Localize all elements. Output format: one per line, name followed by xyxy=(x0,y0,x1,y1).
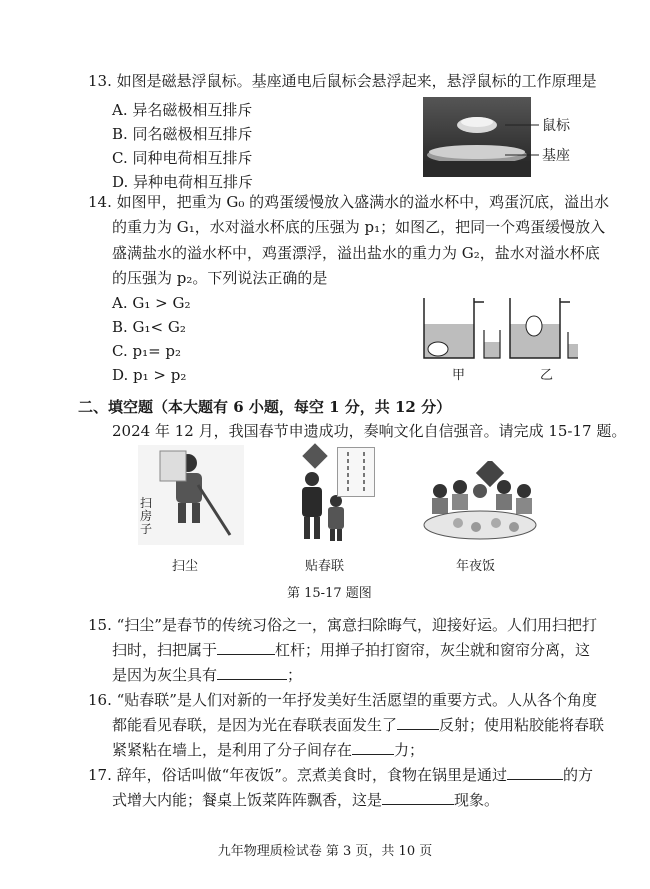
q13-option-d: D. 异种电荷相互排斥 xyxy=(112,173,254,191)
label-mouse: 鼠标 xyxy=(542,118,570,134)
q17-line1 xyxy=(88,762,593,788)
label-jia: 甲 xyxy=(452,368,466,383)
q16-blank-2[interactable] xyxy=(352,738,394,755)
caption-sweep: 扫尘 xyxy=(172,559,199,574)
q15-blank-1[interactable] xyxy=(217,638,275,655)
caption-couplet: 贴春联 xyxy=(305,559,345,574)
q16-line2-a: 都能看见春联，是因为光在春联表面发生了 xyxy=(112,716,398,734)
q13-stem: 13. 如图是磁悬浮鼠标。基座通电后鼠标会悬浮起来，悬浮鼠标的工作原理是 xyxy=(88,72,597,90)
q15-blank-2[interactable] xyxy=(217,663,287,680)
overflow-cup-diagram xyxy=(418,294,578,364)
q15-line2-b: 杠杆；用掸子拍打窗帘，灰尘就和窗帘分离，这 xyxy=(275,641,591,659)
reunion-dinner-illustration xyxy=(418,461,540,541)
q13-option-c: C. 同种电荷相互排斥 xyxy=(112,149,253,167)
q15-line3 xyxy=(112,662,302,688)
label-yi: 乙 xyxy=(540,368,554,383)
q15-line3-a: 是因为灰尘具有 xyxy=(112,666,218,684)
q14-option-b: B. G₁< G₂ xyxy=(112,318,186,336)
sweep-image-text: 扫房子 xyxy=(140,496,153,536)
q16-line2 xyxy=(112,712,604,738)
q17-line2-b: 现象。 xyxy=(454,791,500,809)
q14-line4: 的压强为 p₂。下列说法正确的是 xyxy=(112,269,328,287)
q16-line3-a: 紧紧粘在墙上，是利用了分子间存在 xyxy=(112,741,353,759)
q16-line1: 16. “贴春联”是人们对新的一年抒发美好生活愿望的重要方式。人从各个角度 xyxy=(88,691,597,709)
q16-line2-b: 反射；使用粘胶能将春联 xyxy=(439,716,605,734)
q17-line1-a: 17. 辞年，俗话叫做“年夜饭”。烹煮美食时，食物在锅里是通过 xyxy=(88,766,507,784)
q14-option-a: A. G₁ > G₂ xyxy=(112,294,191,312)
q16-line3-b: 力； xyxy=(394,741,425,759)
caption-dinner: 年夜饭 xyxy=(456,559,496,574)
q15-line1: 15. “扫尘”是春节的传统习俗之一，寓意扫除晦气，迎接好运。人们用扫把打 xyxy=(88,616,597,634)
label-lines xyxy=(505,115,545,165)
q14-line1: 14. 如图甲，把重为 G₀ 的鸡蛋缓慢放入盛满水的溢水杯中，鸡蛋沉底，溢出水 xyxy=(88,193,610,211)
section2-title: 二、填空题（本大题有 6 小题，每空 1 分，共 12 分） xyxy=(78,398,452,416)
q17-line2-a: 式增大内能；餐桌上饭菜阵阵飘香，这是 xyxy=(112,791,383,809)
label-base: 基座 xyxy=(542,148,570,164)
q14-option-d: D. p₁ > p₂ xyxy=(112,366,187,384)
q15-line2 xyxy=(112,637,590,663)
q14-line3: 盛满盐水的溢水杯中，鸡蛋漂浮，溢出盐水的重力为 G₂，盐水对溢水杯底 xyxy=(112,244,600,262)
q16-line3 xyxy=(112,737,424,763)
q15-line2-a: 扫时，扫把属于 xyxy=(112,641,218,659)
q13-option-b: B. 同名磁极相互排斥 xyxy=(112,125,253,143)
section2-intro: 2024 年 12 月，我国春节申遗成功，奏响文化自信强音。请完成 15-17 题。 xyxy=(112,422,627,440)
sweeping-illustration xyxy=(138,445,244,545)
q17-blank-1[interactable] xyxy=(507,763,563,780)
q17-line2 xyxy=(112,787,499,813)
figure-caption: 第 15-17 题图 xyxy=(287,586,372,601)
couplet-scroll xyxy=(337,447,375,497)
q16-blank-1[interactable] xyxy=(397,713,439,730)
q15-line3-b: ； xyxy=(287,666,303,684)
q14-option-c: C. p₁= p₂ xyxy=(112,342,182,360)
page-footer: 九年物理质检试卷 第 3 页，共 10 页 xyxy=(217,844,433,859)
q17-blank-2[interactable] xyxy=(382,788,454,805)
q14-line2: 的重力为 G₁，水对溢水杯底的压强为 p₁；如图乙，把同一个鸡蛋缓慢放入 xyxy=(112,218,606,236)
q13-option-a: A. 异名磁极相互排斥 xyxy=(112,101,253,119)
q17-line1-b: 的方 xyxy=(562,766,593,784)
